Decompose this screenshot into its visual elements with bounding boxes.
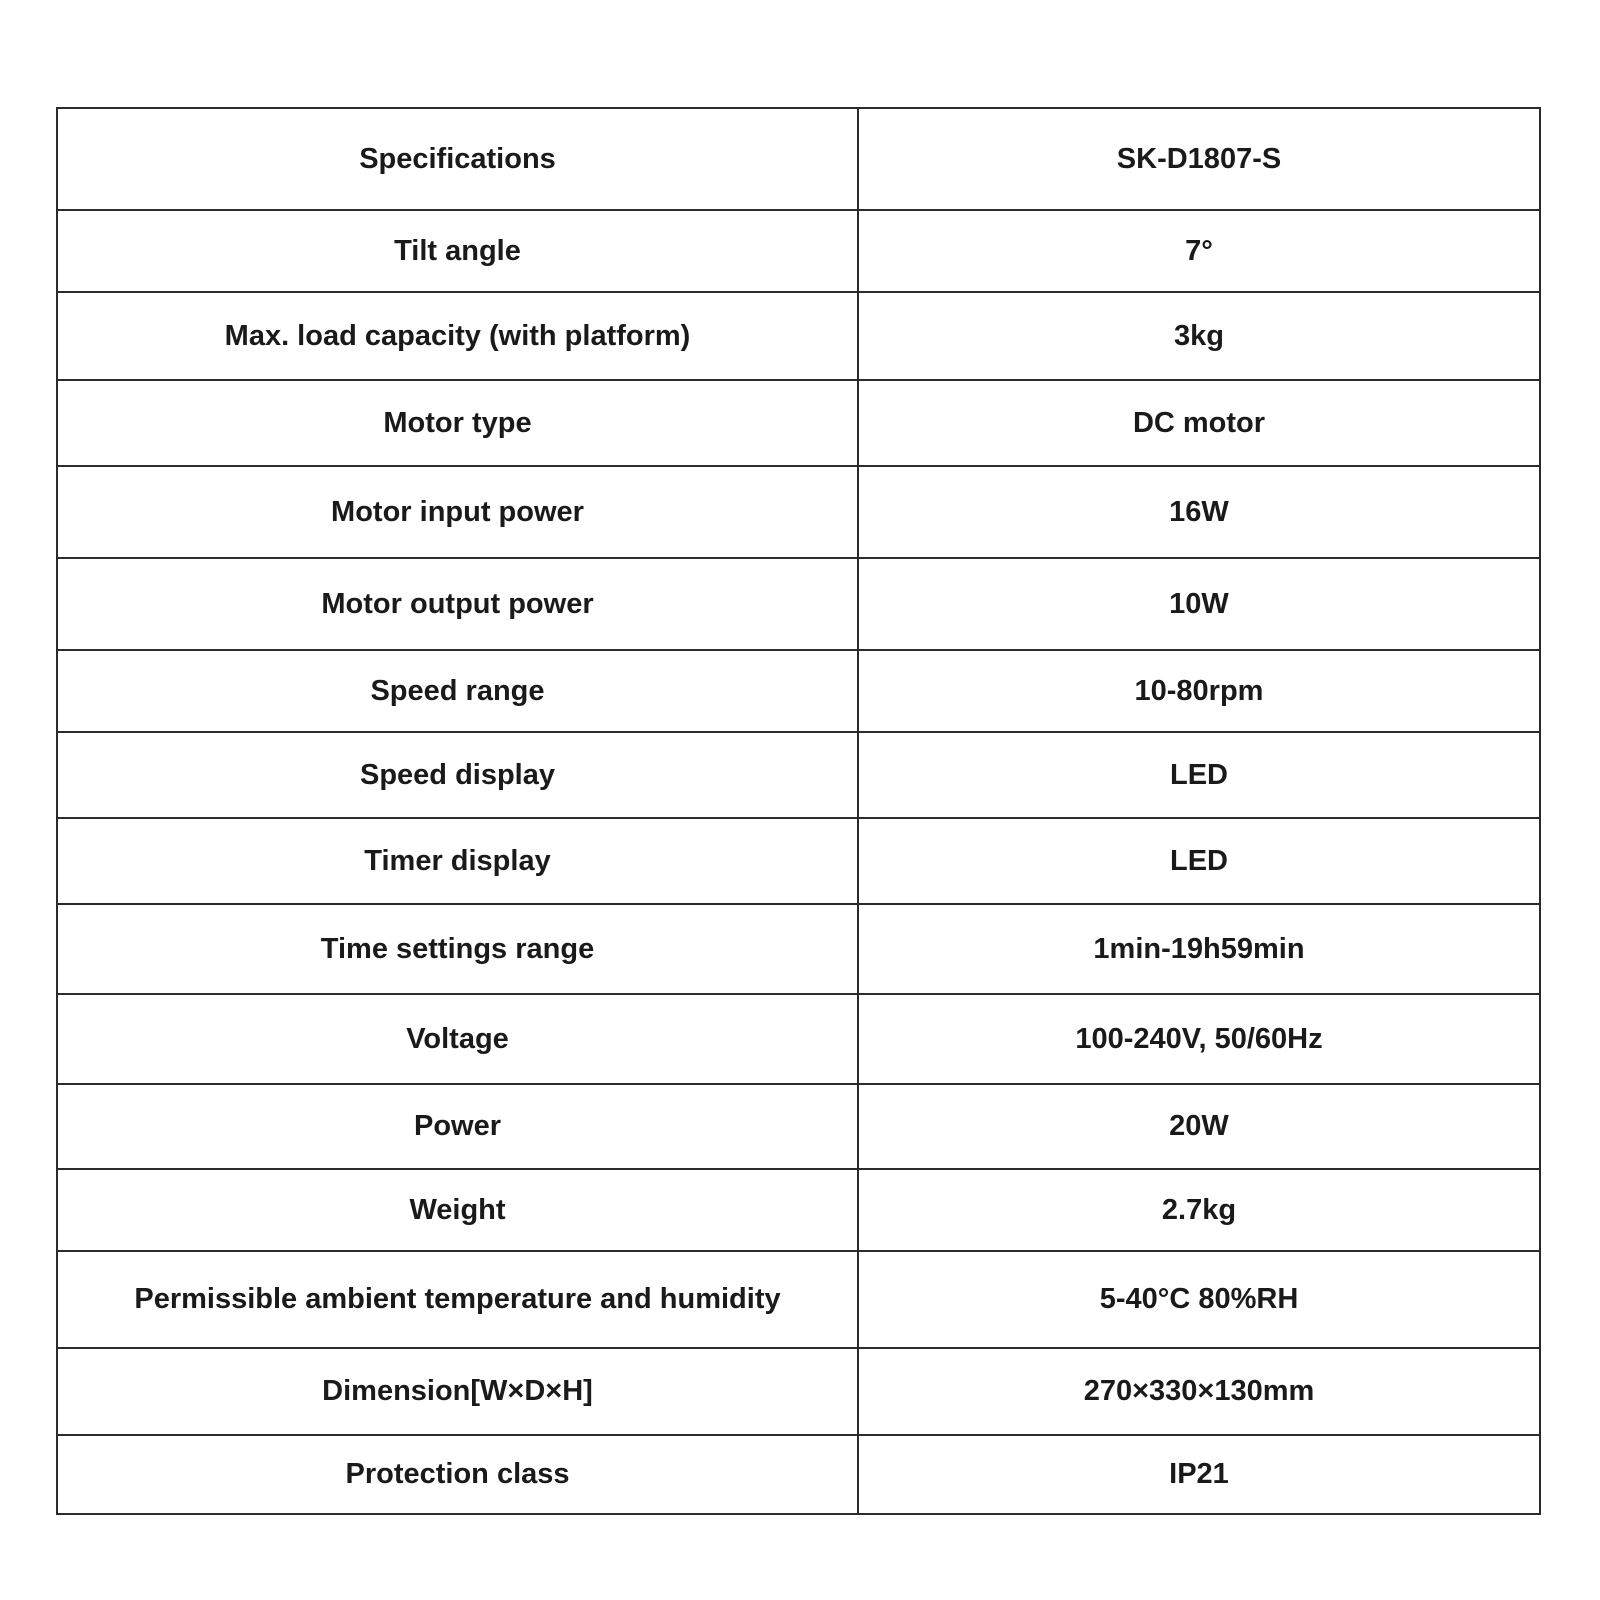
spec-value: 5-40°C 80%RH (858, 1251, 1540, 1348)
table-row (57, 558, 1540, 650)
spec-label: Motor type (57, 380, 858, 466)
spec-value: DC motor (858, 380, 1540, 466)
spec-label: Weight (57, 1169, 858, 1251)
spec-label: Time settings range (57, 904, 858, 994)
spec-value: 20W (858, 1084, 1540, 1169)
table-row (57, 1348, 1540, 1435)
spec-value: LED (858, 818, 1540, 904)
table-row (57, 818, 1540, 904)
spec-label: Tilt angle (57, 210, 858, 292)
spec-label: Max. load capacity (with platform) (57, 292, 858, 380)
spec-value: LED (858, 732, 1540, 818)
table-row (57, 994, 1540, 1084)
spec-value: 100-240V, 50/60Hz (858, 994, 1540, 1084)
table-row (57, 108, 1540, 210)
spec-value: SK-D1807-S (858, 108, 1540, 210)
spec-label: Power (57, 1084, 858, 1169)
table-row (57, 1251, 1540, 1348)
table-row (57, 1435, 1540, 1514)
table-row (57, 380, 1540, 466)
spec-value: 1min-19h59min (858, 904, 1540, 994)
spec-label: Voltage (57, 994, 858, 1084)
table-row (57, 1084, 1540, 1169)
spec-label: Permissible ambient temperature and humidity (57, 1251, 858, 1348)
table-row (57, 210, 1540, 292)
specifications-table (56, 107, 1541, 1515)
spec-label: Speed display (57, 732, 858, 818)
spec-value: 2.7kg (858, 1169, 1540, 1251)
spec-value: 16W (858, 466, 1540, 558)
table-row (57, 292, 1540, 380)
table-row (57, 466, 1540, 558)
spec-label: Timer display (57, 818, 858, 904)
table-row (57, 1169, 1540, 1251)
spec-value: 10W (858, 558, 1540, 650)
spec-label: Speed range (57, 650, 858, 732)
spec-value: 10-80rpm (858, 650, 1540, 732)
spec-value: 270×330×130mm (858, 1348, 1540, 1435)
spec-value: IP21 (858, 1435, 1540, 1514)
spec-label: Dimension[W×D×H] (57, 1348, 858, 1435)
spec-label: Motor input power (57, 466, 858, 558)
spec-label: Protection class (57, 1435, 858, 1514)
table-row (57, 650, 1540, 732)
spec-label: Specifications (57, 108, 858, 210)
spec-value: 7° (858, 210, 1540, 292)
spec-label: Motor output power (57, 558, 858, 650)
spec-value: 3kg (858, 292, 1540, 380)
table-row (57, 732, 1540, 818)
table-row (57, 904, 1540, 994)
